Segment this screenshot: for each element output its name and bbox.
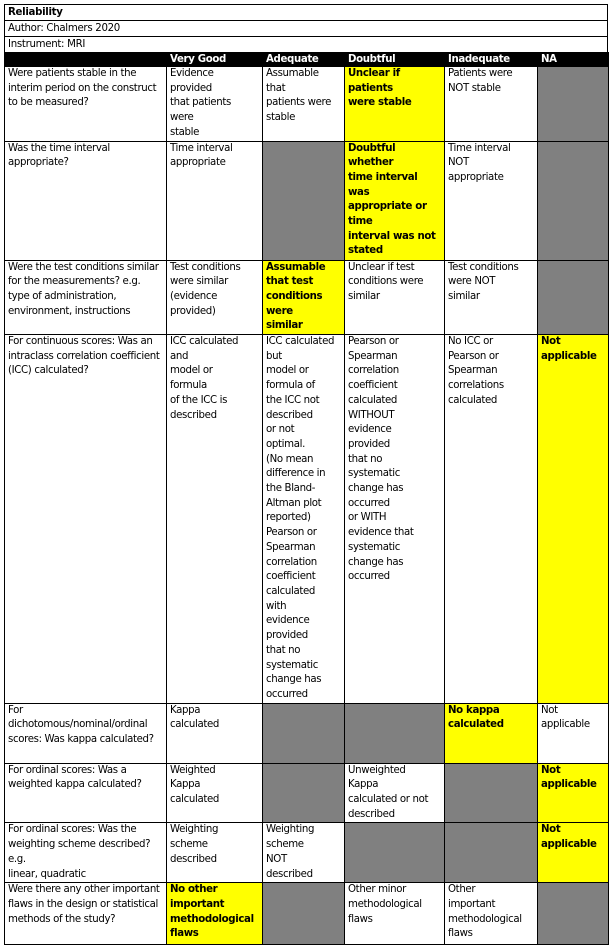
rating-cell-doubtful: Pearson or Spearman correlation coefficient calculated WITHOUT evidence provided that no systematic change has occurred or WITH evidence that systematic change has occurred	[345, 335, 445, 704]
rating-cell-very-good: ICC calculated and model or formula of the ICC is described	[167, 335, 263, 704]
table-row	[5, 67, 609, 142]
header-doubtful: Doubtful	[345, 53, 445, 67]
rating-cell-doubtful: Unclear if test conditions were similar	[345, 260, 445, 335]
rating-cell-na	[538, 260, 609, 335]
header-question	[5, 53, 167, 67]
rating-cell-na	[538, 67, 609, 142]
rating-cell-doubtful: Doubtful whether time interval was appropriate or time interval was not stated	[345, 141, 445, 260]
header-na: NA	[538, 53, 609, 67]
rating-cell-na	[538, 141, 609, 260]
rating-cell-na: Not applicable	[538, 763, 609, 823]
rating-cell-inadequate: Time interval NOT appropriate	[445, 141, 538, 260]
rating-cell-na	[538, 883, 609, 945]
rating-cell-adequate: Assumable that patients were stable	[263, 67, 345, 142]
rating-cell-adequate: Weighting scheme NOT described	[263, 823, 345, 883]
question-cell: Were the test conditions similar for the measurements? e.g. type of administration, environment, instructions	[5, 260, 167, 335]
table-row	[5, 335, 609, 704]
rating-cell-na: Not applicable	[538, 823, 609, 883]
header-inadequate: Inadequate	[445, 53, 538, 67]
rating-cell-very-good: No other important methodological flaws	[167, 883, 263, 945]
rating-cell-adequate	[263, 141, 345, 260]
table-header-row	[5, 53, 609, 67]
rating-cell-doubtful: Other minor methodological flaws	[345, 883, 445, 945]
rating-cell-adequate	[263, 883, 345, 945]
rating-cell-very-good: Evidence provided that patients were stable	[167, 67, 263, 142]
reliability-checklist	[4, 4, 608, 945]
question-cell: For ordinal scores: Was a weighted kappa calculated?	[5, 763, 167, 823]
question-cell: For dichotomous/nominal/ordinal scores: Was kappa calculated?	[5, 703, 167, 763]
rating-table	[4, 52, 609, 945]
rating-cell-inadequate	[445, 823, 538, 883]
rating-cell-adequate	[263, 703, 345, 763]
table-row	[5, 823, 609, 883]
rating-cell-doubtful: Unclear if patients were stable	[345, 67, 445, 142]
rating-cell-inadequate: No ICC or Pearson or Spearman correlations calculated	[445, 335, 538, 704]
question-cell: Were there any other important flaws in the design or statistical methods of the study?	[5, 883, 167, 945]
author-line: Author: Chalmers 2020	[4, 20, 608, 36]
rating-cell-inadequate	[445, 763, 538, 823]
rating-cell-na: Not applicable	[538, 335, 609, 704]
rating-cell-adequate	[263, 763, 345, 823]
instrument-line: Instrument: MRI	[4, 36, 608, 52]
rating-cell-adequate: ICC calculated but model or formula of the ICC not described or not optimal. (No mean difference in the Bland- Altman plot reported) Pearson or Spearman correlation coefficient calculated with evidence provided that no systematic change has occurred	[263, 335, 345, 704]
rating-cell-doubtful: Unweighted Kappa calculated or not described	[345, 763, 445, 823]
rating-cell-very-good: Time interval appropriate	[167, 141, 263, 260]
header-adequate: Adequate	[263, 53, 345, 67]
question-cell: Was the time interval appropriate?	[5, 141, 167, 260]
rating-cell-na: Not applicable	[538, 703, 609, 763]
table-row	[5, 763, 609, 823]
rating-cell-adequate: Assumable that test conditions were similar	[263, 260, 345, 335]
section-title: Reliability	[4, 4, 608, 20]
table-row	[5, 260, 609, 335]
rating-cell-inadequate: Other important methodological flaws	[445, 883, 538, 945]
question-cell: For continuous scores: Was an intraclass correlation coefficient (ICC) calculated?	[5, 335, 167, 704]
table-row	[5, 703, 609, 763]
rating-cell-very-good: Weighting scheme described	[167, 823, 263, 883]
rating-cell-doubtful	[345, 703, 445, 763]
rating-cell-doubtful	[345, 823, 445, 883]
table-row	[5, 883, 609, 945]
rating-cell-very-good: Kappa calculated	[167, 703, 263, 763]
question-cell: For ordinal scores: Was the weighting scheme described? e.g. linear, quadratic	[5, 823, 167, 883]
rating-cell-inadequate: No kappa calculated	[445, 703, 538, 763]
rating-cell-inadequate: Patients were NOT stable	[445, 67, 538, 142]
rating-cell-inadequate: Test conditions were NOT similar	[445, 260, 538, 335]
rating-cell-very-good: Weighted Kappa calculated	[167, 763, 263, 823]
question-cell: Were patients stable in the interim period on the construct to be measured?	[5, 67, 167, 142]
rating-cell-very-good: Test conditions were similar (evidence provided)	[167, 260, 263, 335]
table-row	[5, 141, 609, 260]
header-very-good: Very Good	[167, 53, 263, 67]
